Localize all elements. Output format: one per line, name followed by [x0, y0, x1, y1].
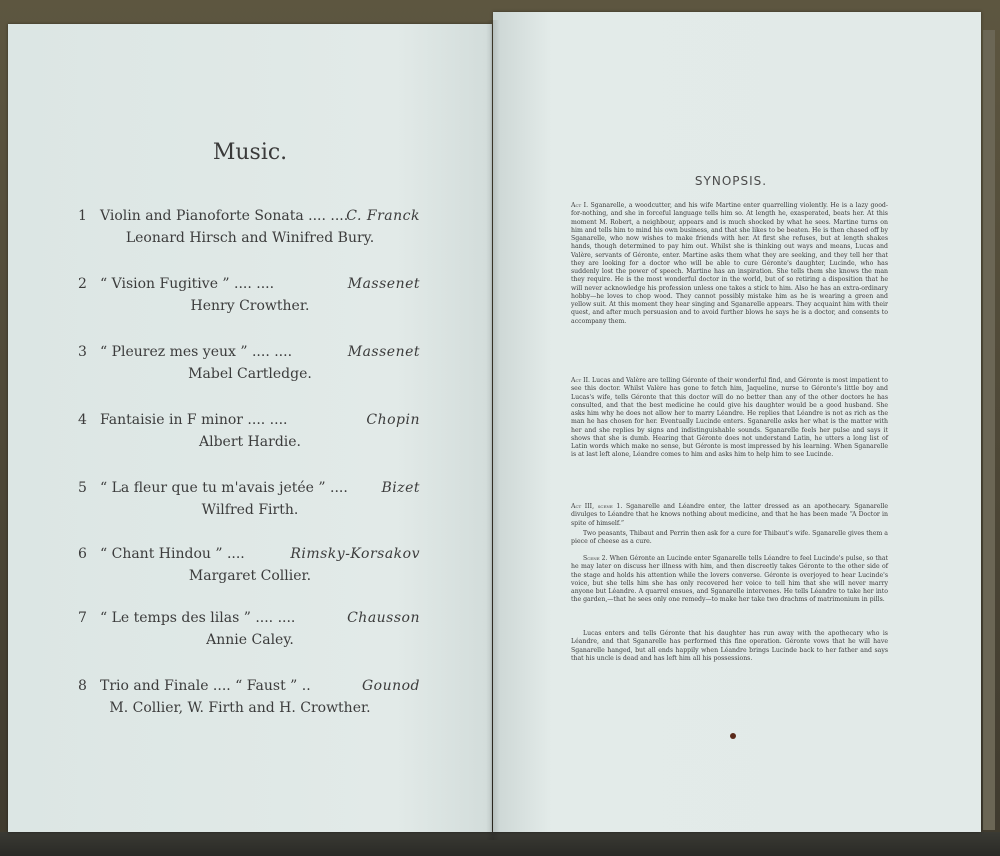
performer-name: Albert Hardie.	[198, 434, 302, 450]
act-3-scene-1-text: Sganarelle and Léandre enter, the latter dressed as an apothecary. Sganarelle divulges to Léandre that he knows nothing about medicine, and that he has been made “A Doctor in spite of himself.”	[571, 503, 888, 527]
item-number: 7	[78, 610, 87, 626]
act-label: Act II.	[571, 377, 591, 384]
act-3-ending-paragraph: Lucas enters and tells Géronte that his daughter has run away with the apothecary who is Léandre, and that Sganarelle has performed this fine operation. Géronte vows that he will have Sganarelle hanged, but all ends happily when Léandre brings Lucinde back to her father and says that his uncle is dead and has left him all his possessions.	[571, 630, 888, 662]
bottom-edge	[0, 832, 1000, 856]
composer-name: Massenet	[347, 276, 420, 292]
composer-name: Rimsky-Korsakov	[290, 546, 420, 562]
act-label: Act III, scene 1.	[571, 503, 623, 510]
item-number: 2	[78, 276, 87, 292]
piece-title: “ Vision Fugitive ” .... ....	[100, 276, 275, 292]
act-2-paragraph	[571, 377, 888, 460]
item-number: 8	[78, 678, 87, 694]
performer-name: Henry Crowther.	[190, 298, 310, 314]
item-number: 5	[78, 480, 87, 496]
composer-name: Gounod	[361, 678, 420, 694]
composer-name: Chopin	[366, 412, 420, 428]
piece-title: Fantaisie in F minor .... ....	[100, 412, 288, 428]
piece-title: “ Le temps des lilas ” .... ....	[100, 610, 296, 626]
scene-label: Scene 2.	[583, 555, 608, 562]
ink-spot	[730, 733, 736, 739]
act-3-scene-2-paragraph	[571, 555, 888, 605]
item-number: 1	[78, 208, 87, 224]
synopsis-heading: SYNOPSIS.	[694, 174, 768, 188]
music-heading: Music.	[212, 140, 288, 165]
composer-name: Bizet	[381, 480, 420, 496]
piece-title: “ Chant Hindou ” ....	[100, 546, 245, 562]
item-number: 6	[78, 546, 87, 562]
act-3-peasants-paragraph: Two peasants, Thibaut and Perrin then ask for a cure for Thibaut's wife. Sganarelle gives them a piece of cheese as a cure.	[571, 530, 888, 546]
performer-name: M. Collier, W. Firth and H. Crowther.	[109, 700, 371, 716]
performer-name: Margaret Collier.	[188, 568, 312, 584]
performer-name: Wilfred Firth.	[201, 502, 299, 518]
composer-name: Massenet	[347, 344, 420, 360]
piece-title: “ Pleurez mes yeux ” .... ....	[100, 344, 293, 360]
piece-title: Violin and Pianoforte Sonata .... ....	[100, 208, 349, 224]
performer-name: Mabel Cartledge.	[188, 366, 312, 382]
performer-name: Leonard Hirsch and Winifred Bury.	[125, 230, 375, 246]
piece-title: “ La fleur que tu m'avais jetée ” ....	[100, 480, 348, 496]
act-3-scene-1-paragraph	[571, 503, 888, 528]
item-number: 4	[78, 412, 87, 428]
act-2-text: Lucas and Valère are telling Géronte of their wonderful find, and Géronte is most impatient to see this doctor. Whilst Valère has gone to fetch him, Jaqueline, nurse to Géronte's little boy and Lucas's wife, tells Géronte that this doctor will do no better than any of the other doctors he has consulted, and that the best medicine he could give his daughter would be a good husband. She asks him why he does not allow her to marry Léandre. He replies that Léandre is not as rich as the man he has chosen for her. Eventually Lucinde enters. Sganarelle asks her what is the matter with her and she replies by signs and indistinguishable sounds. Sganarelle feels her pulse and says it shows that she is dumb. Hearing that Géronte does not understand Latin, he utters a long list of Latin words which make no sense, but Géronte is most impressed by his learning. When Sganarelle is at last left alone, Léandre comes to him and asks him to help him to see Lucinde.	[571, 377, 889, 459]
act-1-paragraph	[571, 202, 888, 326]
performer-name: Annie Caley.	[206, 632, 294, 648]
composer-name: Chausson	[347, 610, 420, 626]
item-number: 3	[78, 344, 87, 360]
piece-title: Trio and Finale .... “ Faust ” ..	[100, 678, 311, 694]
act-1-text: Sganarelle, a woodcutter, and his wife Martine enter quarrelling violently. He is a lazy good-for-nothing, and she in forceful language tells him so. At length he, exasperated, beats her. At this moment M. Robert, a neighbour, appears and is much shocked by what he sees. Martine turns on him and tells him to mind his own business, and that she likes to be beaten. He is then chased off by Sganarelle, who now wishes to make friends with her. At first she refuses, but at length shakes hands, though determined to pay him out. Whilst she is thinking out ways and means, Lucas and Valère, servants of Géronte, enter. Martine asks them what they are seeking, and they tell her that they are looking for a doctor who will be able to cure Géronte's daughter, Lucinde, who has suddenly lost the power of speech. Martine has an inspiration. She tells them she knows the man they require. He is the most wonderful doctor in the world, but of so retiring a disposition that he will never acknowledge his profession unless one takes a stick to him. Also he has an extra-ordinary hobby—he loves to chop wood. They cannot possibly mistake him as he is wearing a green and yellow suit. At this moment they hear singing and Sganarelle appears. They acquaint him with their quest, and after much persuasion and to avoid further blows he says he is a doctor, and consents to accompany them.	[571, 202, 888, 325]
binding-edge	[983, 30, 995, 830]
composer-name: C. Franck	[346, 208, 420, 224]
act-label: Act I.	[571, 202, 589, 209]
act-3-scene-2-text: When Géronte an Lucinde enter Sganarelle tells Léandre to feel Lucinde's pulse, so that he may later on discuss her illness with him, and then discreetly takes Géronte to the other side of the stage and holds his attention while the lovers converse. Géronte is overjoyed to hear Lucinde's voice, but she tells him she has only recovered her voice to tell him that she will never marry anyone but Léandre. A quarrel ensues, and Sganarelle intervenes. He tells Léandre to take her into the garden,—that he sees only one remedy—to make her take two drachms of matrimonium in pills.	[571, 555, 889, 604]
